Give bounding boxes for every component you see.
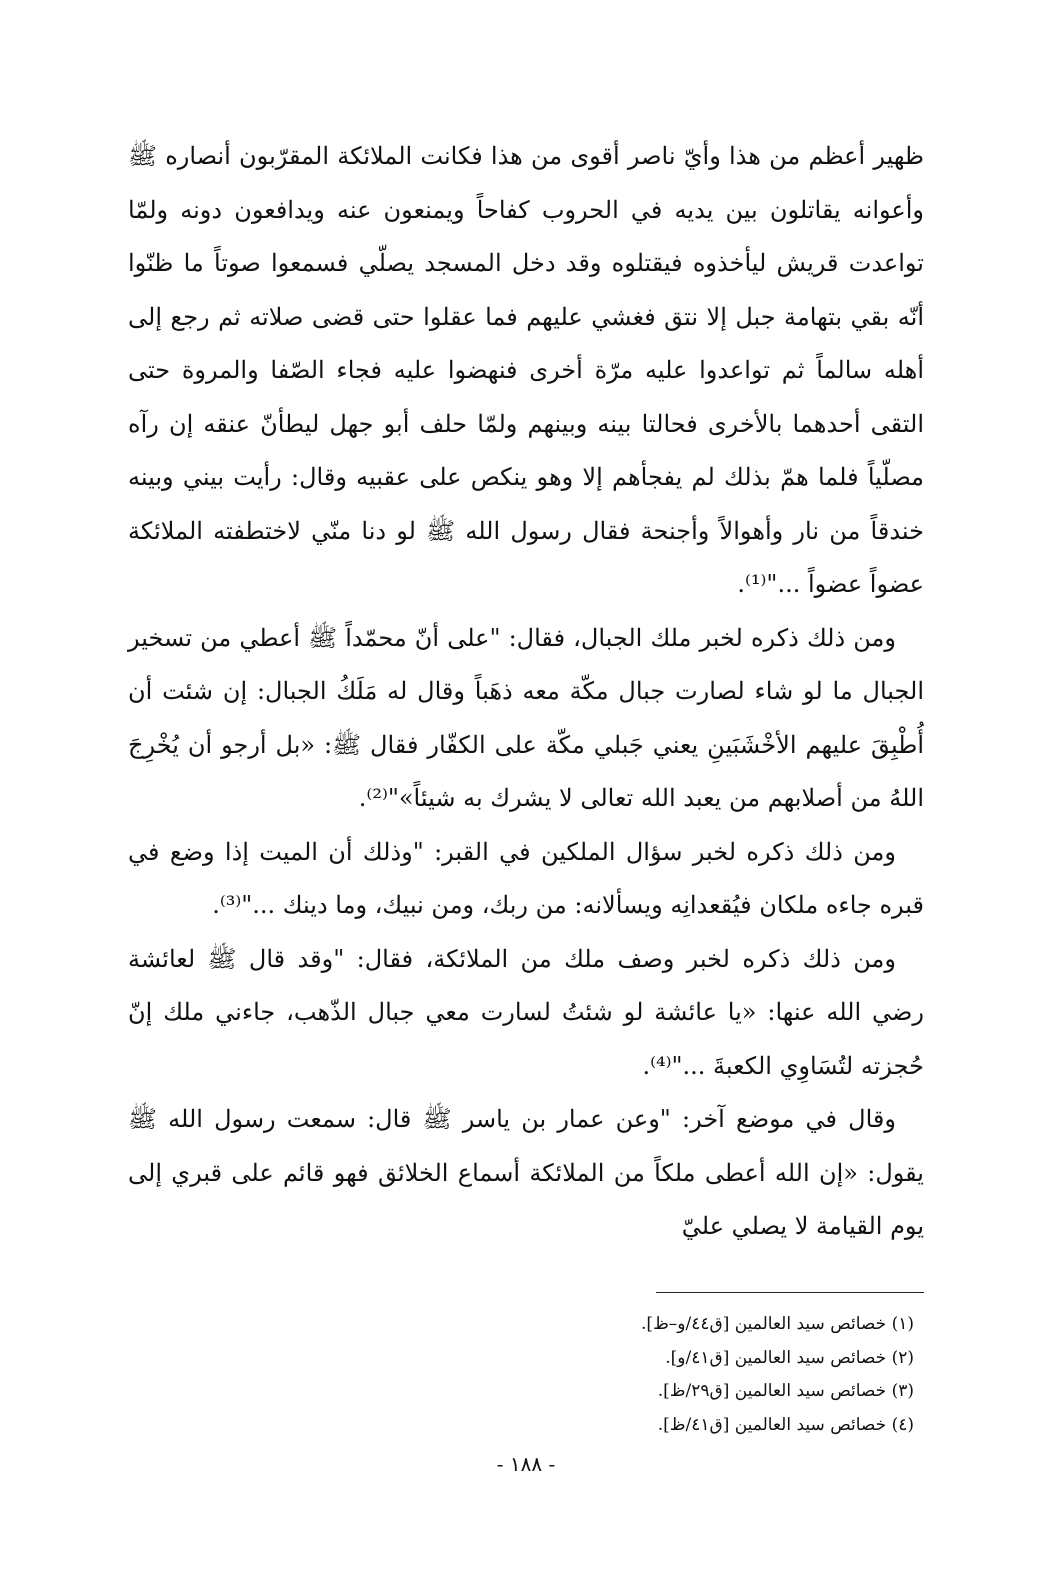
footnote-2: (٢) خصائص سيد العالمين [ق٤١/و]. xyxy=(665,1347,914,1368)
footnote-1: (١) خصائص سيد العالمين [ق٤٤/و–ظ]. xyxy=(641,1314,914,1334)
footnote-4: (٤) خصائص سيد العالمين [ق٤١/ظ]. xyxy=(657,1414,914,1435)
paragraph-1: ظهير أعظم من هذا وأيّ ناصر أقوى من هذا فكانت الملائكة المقرّبون أنصاره ﷺ وأعوانه يقاتلون بين يديه في الحروب كفاحاً ويمنعون عنه ويدافعون دونه ولمّا تواعدت قريش ليأخذوه فيقتلوه وقد دخل المسجد يصلّي فسمعوا صوتاً ما ظنّوا أنّه بقي بتهامة جبل إلا نتق فغشي عليهم فما عقلوا حتى قضى صلاته ثم رجع إلى أهله سالماً ثم تواعدوا عليه مرّة أخرى فنهضوا عليه فجاء الصّفا والمروة حتى التقى أحدهما بالأخرى فحالتا بينه وبينهم ولمّا حلف أبو جهل ليطأنّ عنقه إن رآه مصلّياً فلما همّ بذلك لم يفجأهم إلا وهو ينكص على عقبيه وقال: رأيت بيني وبينه خندقاً من نار وأهوالاً وأجنحة فقال رسول الله ﷺ لو دنا منّي لاختطفته الملائكة عضواً عضواً ..."⁽¹⁾. xyxy=(128,142,925,598)
paragraph-5: وقال في موضع آخر: "وعن عمار بن ياسر ﷺ قال: سمعت رسول الله ﷺ يقول: «إن الله أعطى ملكاً من الملائكة أسماع الخلائق فهو قائم على قبري إلى يوم القيامة لا يصلي عليّ xyxy=(128,1105,924,1240)
footnote-3: (٣) خصائص سيد العالمين [ق٢٩/ظ]. xyxy=(657,1381,914,1401)
paragraph-2: ومن ذلك ذكره لخبر ملك الجبال، فقال: "على أنّ محمّداً ﷺ أعطي من تسخير الجبال ما لو شاء لصارت جبال مكّة معه ذهَباً وقال له مَلَكُ الجبال: إن شئت أن أُطْبِقَ عليهم الأخْشَبَينِ يعني جَبلي مكّة على الكفّار فقال ﷺ: «بل أرجو أن يُخْرِجَ اللهُ من أصلابهم من يعبد الله تعالى لا يشرك به شيئاً»"⁽²⁾. xyxy=(128,623,925,812)
page-content xyxy=(128,130,924,1550)
paragraph-4: ومن ذلك ذكره لخبر وصف ملك من الملائكة، فقال: "وقد قال ﷺ لعائشة رضي الله عنها: «يا عائشة لو شئتُ لسارت معي جبال الذّهب، جاءني ملك إنّ حُجزته لتُسَاوِي الكعبةَ ..."⁽⁴⁾. xyxy=(128,944,925,1080)
page-number: - ١٨٨ - xyxy=(496,1452,556,1476)
paragraph-3: ومن ذلك ذكره لخبر سؤال الملكين في القبر: "وذلك أن الميت إذا وضع في قبره جاءه ملكان فيُقعدانِه ويسألانه: من ربك، ومن نبيك، وما دينك ..."⁽³⁾. xyxy=(128,837,924,919)
footnotes xyxy=(314,1308,914,1442)
main-text xyxy=(128,130,924,1254)
footnote-divider xyxy=(656,1292,924,1293)
